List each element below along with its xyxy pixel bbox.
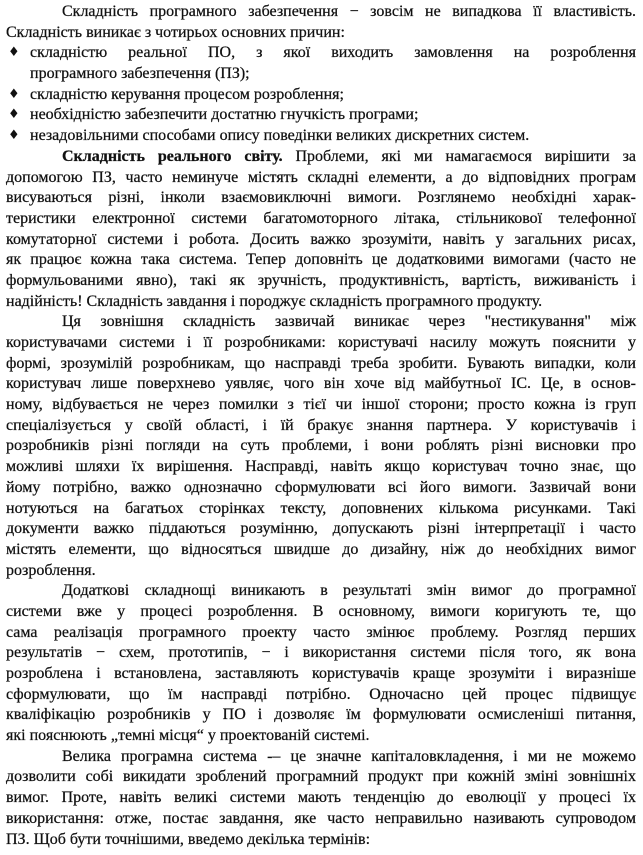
text-line: комутаторної системи і робота. Досить важко зрозуміти, навіть у загальних рисах,	[6, 230, 636, 248]
list-item	[6, 126, 636, 147]
text-line: ПЗ. Щоб бути точнішими, введемо декілька термінів:	[6, 830, 371, 848]
paragraph	[6, 747, 636, 850]
text-line: як працює кожна така система. Тепер доповніть це додатковими вимогами (часто не	[6, 251, 636, 269]
text-line: користувач лише поверхнево уявляє, чого він хоче від майбутньої ІС. Це, в основ-	[6, 375, 636, 393]
text-line: містять елементи, що відносяться швидше до дизайну, ніж до необхідних вимог	[6, 540, 636, 558]
paragraph	[6, 147, 636, 313]
list-item-text: складністю керування процесом розроблення;	[30, 85, 344, 103]
list-item	[6, 85, 636, 106]
text-line: використання: отже, постає завдання, яке часто неправильно називають супроводом	[6, 809, 636, 827]
paragraph	[6, 312, 636, 581]
text-line: формульованими явно), такі як зручність, продуктивність, вартість, виживаність і	[6, 271, 636, 289]
diamond-bullet-icon: ♦	[8, 128, 20, 144]
text-line: Складність виникає з чотирьох основних причин:	[6, 23, 345, 41]
text-line: розробників різні погляди на суть проблеми, і вони роблять різні висновки про	[6, 437, 636, 455]
text-line: розроблена і встановлена, заставляють користувачів краще зрозуміти і виразніше	[6, 665, 636, 682]
text-line: йому потрібно, важко однозначно сформулювати всі його вимоги. Зазвичай вони	[6, 478, 636, 496]
text-line: ному, відбувається не через помилки з тієї чи іншої сторони; просто кожна із груп	[6, 396, 636, 414]
text-line: дозволити собі викидати зроблений програмний продукт при кожній зміні зовнішніх	[6, 768, 636, 786]
text-line: кваліфікацію розробників у ПО і дозволяє їм формулювати осмисленіші питання,	[6, 706, 636, 724]
text-line: сформулювати, що їм насправді потрібно. Одночасно цей процес підвищує	[6, 685, 636, 703]
text-line: формі, зрозумілій розробникам, що насправді треба зробити. Бувають випадки, коли	[6, 354, 636, 372]
text-line: які пояснюють „темні місця“ у проектованій системі.	[6, 727, 370, 745]
text-line: Ця зовнішня складність зазвичай виникає через "нестикування" між	[62, 313, 636, 331]
text-line: Додаткові складнощі виникають в результаті змін вимог до програмної	[62, 582, 636, 600]
diamond-bullet-icon: ♦	[8, 107, 20, 123]
diamond-bullet-icon: ♦	[8, 86, 20, 102]
text-line: нотуються на багатьох сторінках тексту, доповнених кількома рисунками. Такі	[6, 499, 636, 517]
bullet-list	[6, 43, 636, 146]
text-line: сама реалізація програмного проекту часто змінює проблему. Розгляд перших	[6, 623, 636, 641]
text-line: теристики електронної системи багатомоторного літака, стільникової телефонної	[6, 209, 636, 227]
text-line: Велика програмна система -– це значне капіталовкладення, і ми не можемо	[62, 747, 636, 765]
text-line: розроблення.	[6, 561, 96, 579]
list-item-text: програмного забезпечення (ПЗ);	[30, 65, 250, 83]
list-item	[6, 105, 636, 126]
paragraph	[6, 581, 636, 747]
text-line: документи важко піддаються розумінню, допускають різні інтерпретації і часто	[6, 520, 636, 538]
text-line: надійність! Складність завдання і породжує складність програмного продукту.	[6, 292, 543, 310]
list-item-text: незадовільними способами опису поведінки великих дискретних систем.	[30, 127, 530, 145]
list-item	[6, 43, 636, 64]
text-line: спеціалізується у своїй області, і їй бракує знання партнера. У користувачів і	[6, 416, 636, 434]
section-lead-heading: Складність реального світу.	[62, 147, 283, 165]
text-line: Складність програмного забезпечення − зовсім не випадкова її властивість.	[62, 3, 636, 20]
text-line: допомогою ПЗ, часто неминуче містять складні елементи, а до відповідних програм	[6, 168, 636, 186]
text-line: результатів − схем, прототипів, − і використання системи після того, як вона	[6, 644, 636, 662]
list-item-continuation	[6, 64, 636, 85]
text-line: користувачами системи і її розробниками: користувачі насилу можуть пояснити у	[6, 334, 636, 351]
text-line: висуваються різні, інколи взаємовиключні вимоги. Розглянемо необхідні харак-	[6, 189, 636, 207]
text-line	[6, 147, 636, 168]
list-item-text: складністю реальної ПО, з якої виходить замовлення на розроблення	[30, 44, 636, 62]
text-line-rest: Проблеми, які ми намагаємося вирішити за	[295, 147, 636, 165]
list-item-text: необхідністю забезпечити достатню гнучкість програми;	[30, 106, 419, 124]
diamond-bullet-icon: ♦	[8, 45, 20, 61]
text-line: можливі шляхи їх вирішення. Насправді, навіть якщо користувач точно знає, що	[6, 458, 636, 476]
text-line: вимог. Проте, навіть великі системи мають тенденцію до еволюції у процесі їх	[6, 789, 636, 807]
text-line: системи вже у процесі розроблення. В основному, вимоги коригують те, що	[6, 602, 636, 620]
